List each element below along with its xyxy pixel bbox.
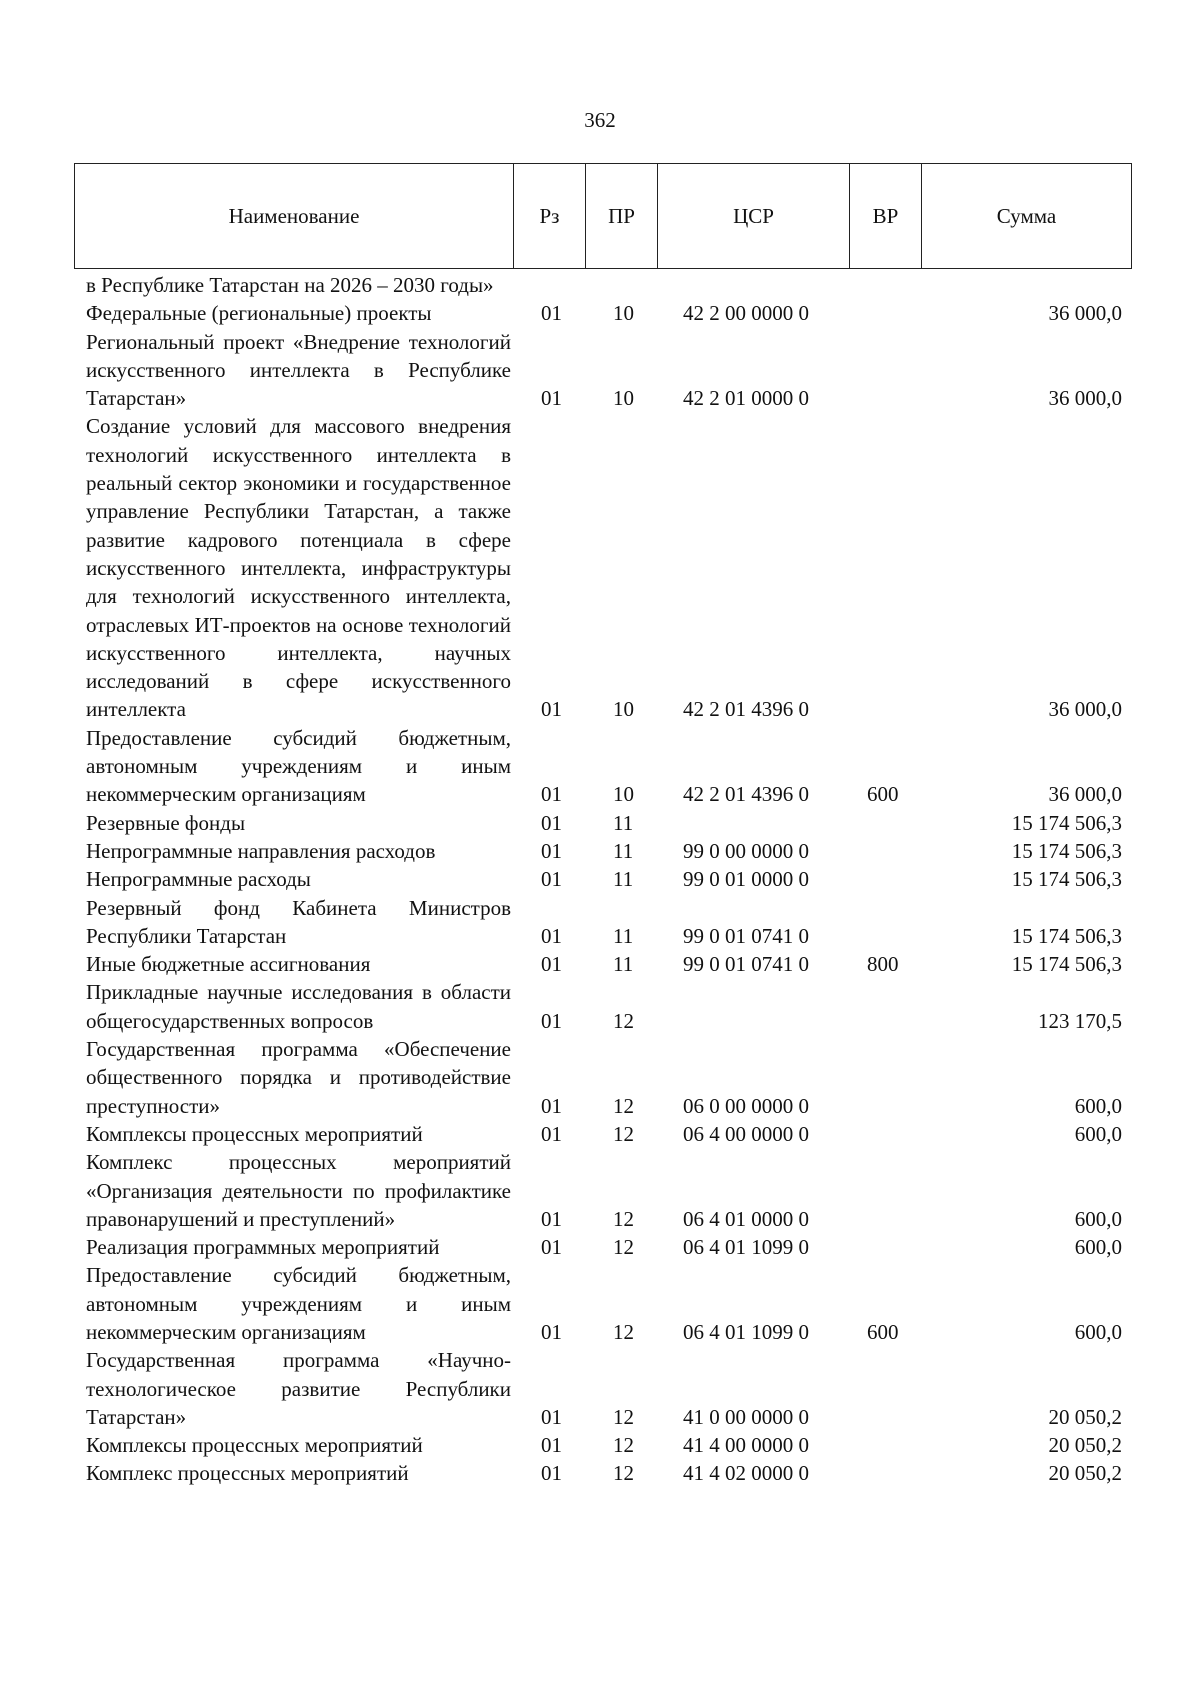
row-pr: 12 — [613, 1121, 634, 1146]
table-row — [0, 894, 1200, 951]
row-pr: 12 — [613, 1008, 634, 1033]
table-row — [0, 978, 1200, 1035]
row-pr: 12 — [613, 1206, 634, 1231]
table-row — [0, 271, 1200, 299]
row-name: Комплексы процессных мероприятий — [86, 1433, 423, 1458]
row-vr: 600 — [867, 1319, 899, 1344]
row-name: Реализация программных мероприятий — [86, 1235, 440, 1260]
table-row — [0, 412, 1200, 723]
row-vr: 800 — [867, 952, 899, 977]
row-csr: 42 2 01 4396 0 — [683, 782, 809, 807]
row-csr: 99 0 01 0741 0 — [683, 923, 809, 948]
header-pr: ПР — [586, 164, 658, 269]
table-row — [0, 1148, 1200, 1233]
row-csr: 42 2 00 0000 0 — [683, 301, 809, 326]
row-rz: 01 — [541, 810, 562, 835]
row-name: Государственная программа «Научно-технологическое развитие Республики Татарстан» — [86, 1348, 511, 1429]
row-sum: 600,0 — [1074, 1319, 1122, 1344]
row-rz: 01 — [541, 1433, 562, 1458]
table-row — [0, 837, 1200, 865]
row-name: Региональный проект «Внедрение технологий искусственного интеллекта в Республике Татарстан» — [86, 329, 511, 411]
row-sum: 15 174 506,3 — [1011, 810, 1122, 835]
table-row — [0, 1459, 1200, 1487]
row-rz: 01 — [541, 1008, 562, 1033]
row-vr: 600 — [867, 782, 899, 807]
row-name: Иные бюджетные ассигнования — [86, 952, 371, 977]
row-sum: 600,0 — [1074, 1206, 1122, 1231]
table-row — [0, 1233, 1200, 1261]
row-name: Резервные фонды — [86, 810, 246, 835]
row-rz: 01 — [541, 1319, 562, 1344]
header-rz: Рз — [514, 164, 586, 269]
row-csr: 42 2 01 0000 0 — [683, 386, 809, 411]
row-name: Непрограммные направления расходов — [86, 838, 436, 863]
table-row — [0, 328, 1200, 413]
row-csr: 41 0 00 0000 0 — [683, 1404, 809, 1429]
row-sum: 123 170,5 — [1038, 1008, 1122, 1033]
row-csr: 99 0 01 0000 0 — [683, 867, 809, 892]
row-rz: 01 — [541, 838, 562, 863]
row-pr: 11 — [613, 810, 634, 835]
header-vr: ВР — [850, 164, 922, 269]
row-rz: 01 — [541, 1461, 562, 1486]
table-header — [74, 163, 1132, 269]
row-pr: 12 — [613, 1319, 634, 1344]
row-pr: 10 — [613, 782, 634, 807]
row-csr: 06 4 00 0000 0 — [683, 1121, 809, 1146]
row-csr: 41 4 02 0000 0 — [683, 1461, 809, 1486]
row-name: Создание условий для массового внедрения технологий искусственного интеллекта в реальный сектор экономики и государственное управление Республики Татарстан, а также развитие кадрового потенциала в сфере искусственного интеллекта, инфраструктуры для технологий искусственного интеллекта, отраслевых ИТ-проектов на основе технологий искусственного интеллекта, научных исследований в сфере искусственного интеллекта — [86, 414, 511, 722]
row-csr: 06 4 01 0000 0 — [683, 1206, 809, 1231]
row-rz: 01 — [541, 1121, 562, 1146]
table-row — [0, 1120, 1200, 1148]
row-name: Федеральные (региональные) проекты — [86, 301, 432, 326]
row-pr: 11 — [613, 923, 634, 948]
table-row — [0, 950, 1200, 978]
row-sum: 20 050,2 — [1048, 1433, 1122, 1458]
row-pr: 10 — [613, 301, 634, 326]
table-row — [0, 1261, 1200, 1346]
row-pr: 12 — [613, 1404, 634, 1429]
row-name: Государственная программа «Обеспечение общественного порядка и противодействие преступности» — [86, 1037, 511, 1118]
row-sum: 15 174 506,3 — [1011, 952, 1122, 977]
row-sum: 15 174 506,3 — [1011, 867, 1122, 892]
table-body — [0, 271, 1200, 1488]
row-rz: 01 — [541, 1235, 562, 1260]
row-csr: 06 4 01 1099 0 — [683, 1235, 809, 1260]
row-pr: 12 — [613, 1433, 634, 1458]
row-name: Непрограммные расходы — [86, 867, 311, 892]
row-name: Комплекс процессных мероприятий — [86, 1461, 409, 1486]
row-pr: 11 — [613, 838, 634, 863]
row-name: Предоставление субсидий бюджетным, автономным учреждениям и иным некоммерческим организациям — [86, 725, 511, 807]
header-sum: Сумма — [922, 164, 1132, 269]
row-rz: 01 — [541, 697, 562, 722]
row-sum: 600,0 — [1074, 1235, 1122, 1260]
row-sum: 20 050,2 — [1048, 1461, 1122, 1486]
header-csr: ЦСР — [658, 164, 850, 269]
row-name: Комплекс процессных мероприятий «Организация деятельности по профилактике правонарушений и преступлений» — [86, 1150, 511, 1231]
table-row — [0, 299, 1200, 327]
row-name: Прикладные научные исследования в области общегосударственных вопросов — [86, 980, 511, 1033]
row-pr: 10 — [613, 697, 634, 722]
row-sum: 36 000,0 — [1048, 386, 1122, 411]
row-sum: 36 000,0 — [1048, 301, 1122, 326]
table-row — [0, 1346, 1200, 1431]
row-sum: 600,0 — [1074, 1121, 1122, 1146]
table-row — [0, 1431, 1200, 1459]
row-sum: 36 000,0 — [1048, 782, 1122, 807]
row-name: Комплексы процессных мероприятий — [86, 1121, 423, 1146]
row-csr: 42 2 01 4396 0 — [683, 697, 809, 722]
row-rz: 01 — [541, 782, 562, 807]
table-row — [0, 809, 1200, 837]
table-row — [0, 1035, 1200, 1120]
row-sum: 36 000,0 — [1048, 697, 1122, 722]
row-pr: 12 — [613, 1093, 634, 1118]
row-rz: 01 — [541, 923, 562, 948]
header-name: Наименование — [75, 164, 514, 269]
row-pr: 11 — [613, 867, 634, 892]
row-name: Предоставление субсидий бюджетным, автономным учреждениям и иным некоммерческим организациям — [86, 1263, 511, 1344]
row-rz: 01 — [541, 867, 562, 892]
row-pr: 11 — [613, 952, 634, 977]
row-rz: 01 — [541, 1206, 562, 1231]
row-rz: 01 — [541, 386, 562, 411]
row-pr: 10 — [613, 386, 634, 411]
table-row — [0, 724, 1200, 809]
row-pr: 12 — [613, 1235, 634, 1260]
row-csr: 06 0 00 0000 0 — [683, 1093, 809, 1118]
row-sum: 600,0 — [1074, 1093, 1122, 1118]
row-sum: 15 174 506,3 — [1011, 923, 1122, 948]
row-rz: 01 — [541, 952, 562, 977]
row-rz: 01 — [541, 1093, 562, 1118]
row-pr: 12 — [613, 1461, 634, 1486]
row-csr: 99 0 00 0000 0 — [683, 838, 809, 863]
table-row — [0, 865, 1200, 893]
row-csr: 41 4 00 0000 0 — [683, 1433, 809, 1458]
row-name: в Республике Татарстан на 2026 – 2030 годы» — [86, 273, 494, 297]
row-sum: 15 174 506,3 — [1011, 838, 1122, 863]
row-csr: 06 4 01 1099 0 — [683, 1319, 809, 1344]
row-csr: 99 0 01 0741 0 — [683, 952, 809, 977]
row-sum: 20 050,2 — [1048, 1404, 1122, 1429]
row-rz: 01 — [541, 1404, 562, 1429]
row-rz: 01 — [541, 301, 562, 326]
page-number: 362 — [584, 108, 616, 132]
row-name: Резервный фонд Кабинета Министров Республики Татарстан — [86, 895, 511, 948]
